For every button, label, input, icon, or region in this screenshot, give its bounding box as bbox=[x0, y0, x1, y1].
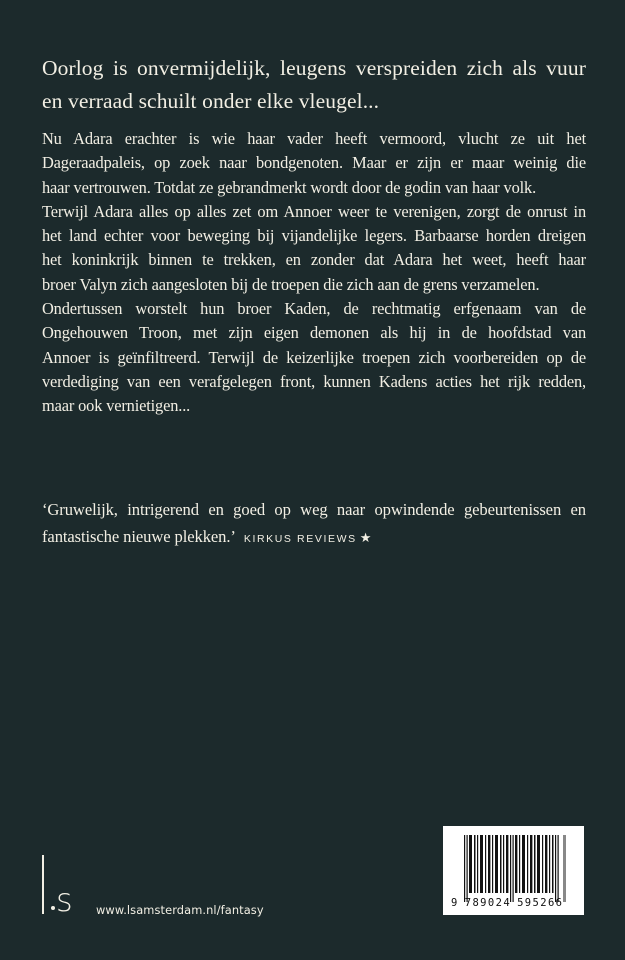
blurb-line: Nu Adara erachter is wie haar vader heeft vermoord, vlucht ze uit het bbox=[42, 129, 586, 148]
isbn-left-group: 789024 bbox=[464, 897, 512, 909]
quote-line: ‘Gruwelijk, intrigerend en goed op weg naar opwindende gebeurtenissen en bbox=[42, 500, 586, 519]
blurb-line: Terwijl Adara alles op alles zet om Annoer weer te verenigen, zorgt de onrust in bbox=[42, 201, 586, 221]
blurb-line: Ongehouwen Troon, met zijn eigen demonen als hij in de hoofdstad van bbox=[42, 323, 586, 343]
review-source: KIRKUS REVIEWS bbox=[243, 533, 357, 545]
isbn-digits bbox=[451, 897, 563, 909]
quote-text: fantastische nieuwe plekken.’ bbox=[42, 527, 236, 546]
blurb-line: het koninkrijk binnen te trekken, en zonder dat Adara het weet, heeft haar bbox=[42, 250, 586, 270]
publisher-url[interactable]: www.lsamsterdam.nl/fantasy bbox=[96, 903, 264, 917]
isbn-right-group: 595266 bbox=[517, 897, 564, 909]
logo-bar bbox=[42, 855, 44, 914]
isbn-barcode bbox=[443, 826, 584, 915]
logo-letter: s bbox=[56, 881, 73, 919]
blurb-line: verdediging van een verafgelegen front, kunnen Kadens acties het rijk redden, bbox=[42, 371, 586, 391]
isbn-first-digit: 9 bbox=[451, 897, 459, 909]
tagline bbox=[42, 52, 586, 118]
quote-line-last bbox=[42, 523, 586, 553]
blurb-line: Ondertussen worstelt hun broer Kaden, de rechtmatig erfgenaam van de bbox=[42, 299, 586, 319]
tagline-line: Oorlog is onvermijdelijk, leugens verspreiden zich als vuur bbox=[42, 56, 586, 80]
blurb-line: het land echter voor beweging bij vijandelijke legers. Barbaarse horden dreigen bbox=[42, 226, 586, 246]
review-quote bbox=[42, 496, 586, 553]
star-icon: ★ bbox=[359, 531, 372, 546]
blurb-line: haar vertrouwen. Totdat ze gebrandmerkt wordt door de godin van haar volk. bbox=[42, 177, 537, 197]
publisher-logo bbox=[42, 855, 84, 917]
blurb-line: Annoer is geïnfiltreerd. Terwijl de keizerlijke troepen zich voorbereiden op de bbox=[42, 347, 586, 367]
tagline-line: en verraad schuilt onder elke vleugel... bbox=[42, 89, 380, 113]
blurb-paragraph bbox=[42, 127, 586, 419]
logo-dot bbox=[51, 906, 55, 910]
blurb-line: maar ook vernietigen... bbox=[42, 396, 191, 416]
blurb-line: Dageraadpaleis, op zoek naar bondgenoten. Maar er zijn er maar weinig die bbox=[42, 153, 586, 173]
blurb-line: broer Valyn zich aangesloten bij de troepen die zich aan de grens verzamelen. bbox=[42, 274, 540, 294]
